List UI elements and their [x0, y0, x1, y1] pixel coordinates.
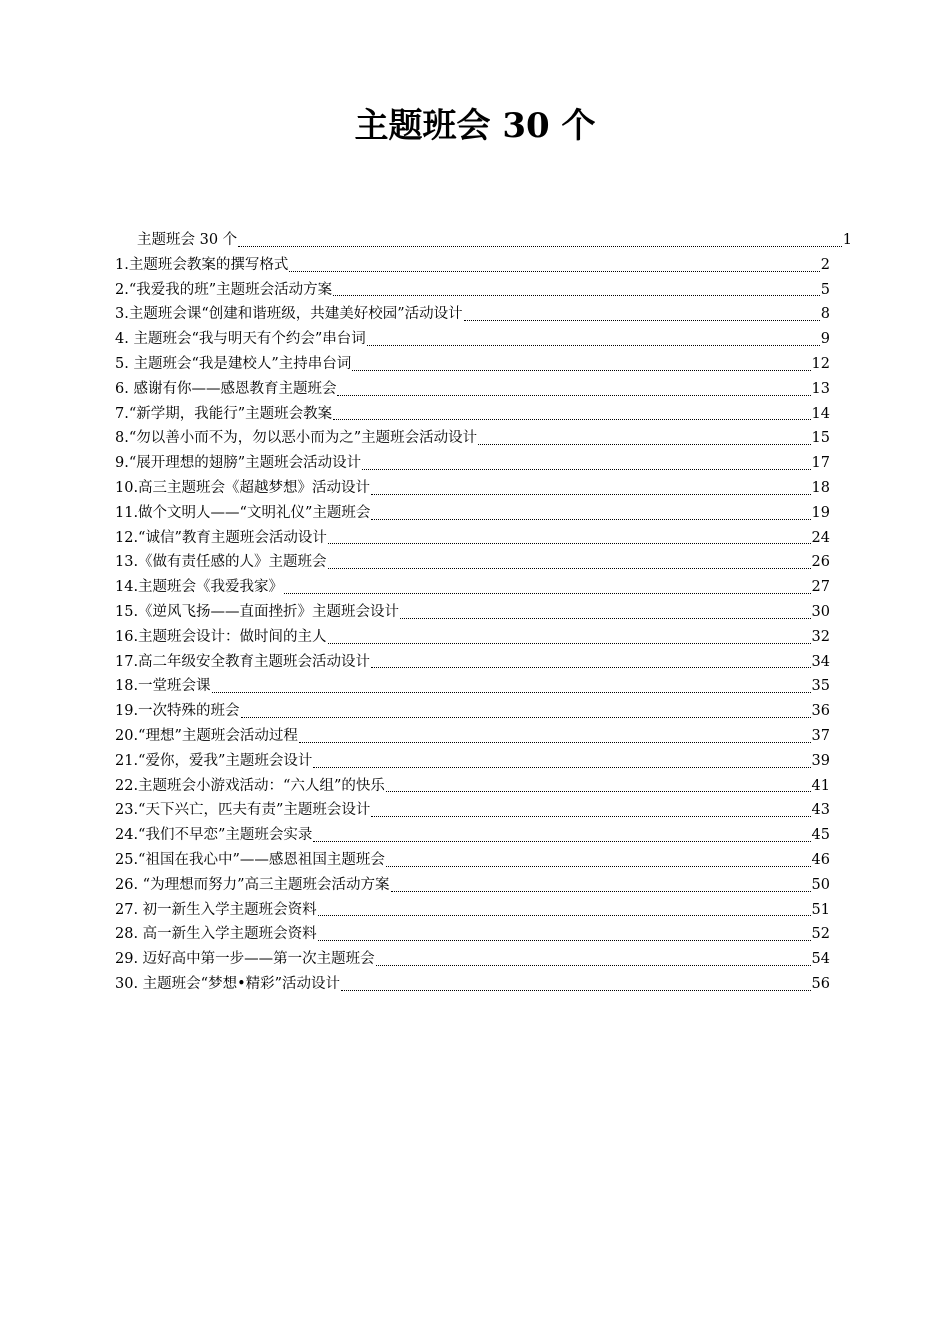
- toc-entry-page-number: 1: [842, 232, 852, 248]
- toc-entry-label: 21.“爱你，爱我”主题班会设计: [115, 752, 313, 769]
- toc-entry-page-number: 18: [811, 479, 830, 496]
- toc-entry[interactable]: [115, 575, 830, 600]
- toc-entry-label: 13.《做有责任感的人》主题班会: [115, 554, 327, 571]
- toc-entry[interactable]: [115, 352, 830, 377]
- toc-leader-dots: [212, 691, 811, 693]
- toc-leader-dots: [386, 865, 811, 867]
- toc-entry-label: 17.高二年级安全教育主题班会活动设计: [115, 653, 371, 670]
- toc-leader-dots: [328, 567, 811, 569]
- toc-leader-dots: [352, 369, 810, 371]
- toc-leader-dots: [391, 890, 811, 892]
- toc-entry[interactable]: [115, 823, 830, 848]
- toc-entry-page-number: 12: [811, 355, 830, 372]
- toc-entry[interactable]: [115, 278, 830, 303]
- toc-entry[interactable]: [115, 848, 830, 873]
- toc-entry-label: 24.“我们不早恋”主题班会实录: [115, 827, 313, 844]
- toc-entry-page-number: 34: [811, 653, 830, 670]
- toc-leader-dots: [337, 394, 810, 396]
- toc-leader-dots: [284, 592, 810, 594]
- toc-leader-dots: [371, 493, 810, 495]
- toc-entry[interactable]: [115, 526, 830, 551]
- toc-entry[interactable]: [115, 922, 830, 947]
- toc-entry-label: 10.高三主题班会《超越梦想》活动设计: [115, 479, 371, 496]
- toc-entry-page-number: 9: [820, 331, 830, 348]
- toc-entry-page-number: 13: [811, 380, 830, 397]
- toc-entry-label: 4. 主题班会“我与明天有个约会”串台词: [115, 331, 366, 348]
- toc-entry-label: 28. 高一新生入学主题班会资料: [115, 926, 317, 943]
- toc-entry-label: 5. 主题班会“我是建校人”主持串台词: [115, 355, 352, 372]
- toc-entry[interactable]: [115, 476, 830, 501]
- toc-leader-dots: [238, 245, 842, 247]
- toc-entry[interactable]: [115, 774, 830, 799]
- toc-entry-page-number: 37: [811, 727, 830, 744]
- toc-leader-dots: [318, 939, 811, 941]
- toc-entry[interactable]: [115, 749, 830, 774]
- toc-entry-label: 30. 主题班会“梦想•精彩”活动设计: [115, 975, 341, 992]
- toc-entry[interactable]: [115, 972, 830, 997]
- toc-entry-label: 3.主题班会课“创建和谐班级，共建美好校园”活动设计: [115, 306, 463, 323]
- toc-leader-dots: [313, 766, 810, 768]
- toc-entry[interactable]: [115, 600, 830, 625]
- toc-entry[interactable]: [115, 253, 830, 278]
- toc-entry-page-number: 15: [811, 430, 830, 447]
- toc-entry-label: 7.“新学期，我能行”主题班会教案: [115, 405, 333, 422]
- toc-entry-page-number: 27: [811, 579, 830, 596]
- toc-entry-page-number: 14: [811, 405, 830, 422]
- toc-entry-page-number: 56: [811, 975, 830, 992]
- toc-entry-page-number: 54: [811, 951, 830, 968]
- toc-leader-dots: [328, 642, 811, 644]
- toc-entry-label: 19.一次特殊的班会: [115, 703, 240, 720]
- toc-entry-label: 23.“天下兴亡，匹夫有责”主题班会设计: [115, 802, 371, 819]
- toc-entry-label: 29. 迈好高中第一步——第一次主题班会: [115, 951, 375, 968]
- toc-entry[interactable]: [115, 650, 830, 675]
- toc-leader-dots: [289, 270, 819, 272]
- toc-leader-dots: [341, 989, 811, 991]
- toc-leader-dots: [299, 741, 811, 743]
- toc-entry-page-number: 43: [811, 802, 830, 819]
- toc-entry[interactable]: [115, 798, 830, 823]
- toc-entry-label: 15.《逆风飞扬——直面挫折》主题班会设计: [115, 603, 400, 620]
- toc-entry-label: 16.主题班会设计：做时间的主人: [115, 628, 327, 645]
- toc-leader-dots: [241, 716, 811, 718]
- toc-entry[interactable]: [115, 228, 852, 253]
- toc-entry-page-number: 46: [811, 851, 830, 868]
- toc-entry-label: 12.“诚信”教育主题班会活动设计: [115, 529, 327, 546]
- toc-entry[interactable]: [115, 724, 830, 749]
- toc-leader-dots: [478, 443, 810, 445]
- toc-leader-dots: [400, 617, 810, 619]
- toc-entry-page-number: 36: [811, 703, 830, 720]
- toc-entry-page-number: 19: [811, 504, 830, 521]
- toc-entry[interactable]: [115, 501, 830, 526]
- toc-leader-dots: [376, 964, 811, 966]
- toc-entry-label: 9.“展开理想的翅膀”主题班会活动设计: [115, 455, 362, 472]
- toc-entry-label: 14.主题班会《我爱我家》: [115, 579, 284, 596]
- toc-entry[interactable]: [115, 550, 830, 575]
- toc-leader-dots: [371, 518, 810, 520]
- table-of-contents: [115, 228, 852, 997]
- toc-entry-label: 25.“祖国在我心中”——感恩祖国主题班会: [115, 851, 385, 868]
- page-title: 主题班会 30 个: [354, 106, 596, 146]
- toc-entry-label: 22.主题班会小游戏活动：“六人组”的快乐: [115, 777, 385, 794]
- toc-entry[interactable]: [115, 898, 830, 923]
- toc-entry-page-number: 50: [811, 876, 830, 893]
- toc-entry-page-number: 41: [811, 777, 830, 794]
- toc-entry-page-number: 35: [811, 678, 830, 695]
- toc-entry[interactable]: [115, 947, 830, 972]
- toc-entry-label: 20.“理想”主题班会活动过程: [115, 727, 298, 744]
- toc-entry[interactable]: [115, 402, 830, 427]
- toc-entry[interactable]: [115, 873, 830, 898]
- toc-leader-dots: [464, 319, 820, 321]
- toc-entry-label: 8.“勿以善小而不为，勿以恶小而为之”主题班会活动设计: [115, 430, 478, 447]
- toc-entry[interactable]: [115, 426, 830, 451]
- toc-entry-page-number: 52: [811, 926, 830, 943]
- toc-entry-page-number: 8: [820, 306, 830, 323]
- toc-entry-label: 11.做个文明人——“文明礼仪”主题班会: [115, 504, 371, 521]
- toc-entry-label: 2.“我爱我的班”主题班会活动方案: [115, 281, 333, 298]
- toc-entry-page-number: 24: [811, 529, 830, 546]
- toc-entry-page-number: 26: [811, 554, 830, 571]
- toc-leader-dots: [371, 666, 810, 668]
- toc-entry-label: 主题班会 30 个: [137, 232, 238, 248]
- toc-entry-page-number: 17: [811, 455, 830, 472]
- toc-entry-page-number: 2: [820, 256, 830, 273]
- toc-entry-page-number: 51: [811, 901, 830, 918]
- toc-entry-label: 1.主题班会教案的撰写格式: [115, 256, 289, 273]
- toc-entry-label: 26. “为理想而努力”高三主题班会活动方案: [115, 876, 390, 893]
- toc-entry-page-number: 39: [811, 752, 830, 769]
- toc-entry[interactable]: [115, 699, 830, 724]
- toc-entry[interactable]: [115, 625, 830, 650]
- toc-leader-dots: [313, 840, 810, 842]
- toc-leader-dots: [367, 344, 820, 346]
- toc-leader-dots: [318, 914, 811, 916]
- toc-entry-label: 6. 感谢有你——感恩教育主题班会: [115, 380, 337, 397]
- toc-leader-dots: [333, 294, 820, 296]
- toc-entry-label: 18.一堂班会课: [115, 678, 211, 695]
- toc-leader-dots: [386, 790, 811, 792]
- toc-entry[interactable]: [115, 451, 830, 476]
- toc-entry-page-number: 5: [820, 281, 830, 298]
- toc-entry-page-number: 45: [811, 827, 830, 844]
- toc-leader-dots: [371, 815, 810, 817]
- toc-entry[interactable]: [115, 674, 830, 699]
- toc-entry[interactable]: [115, 302, 830, 327]
- toc-entry-page-number: 30: [811, 603, 830, 620]
- toc-leader-dots: [328, 542, 811, 544]
- toc-entry[interactable]: [115, 327, 830, 352]
- toc-leader-dots: [333, 418, 810, 420]
- toc-entry[interactable]: [115, 377, 830, 402]
- toc-entry-page-number: 32: [811, 628, 830, 645]
- toc-entry-label: 27. 初一新生入学主题班会资料: [115, 901, 317, 918]
- toc-leader-dots: [362, 468, 810, 470]
